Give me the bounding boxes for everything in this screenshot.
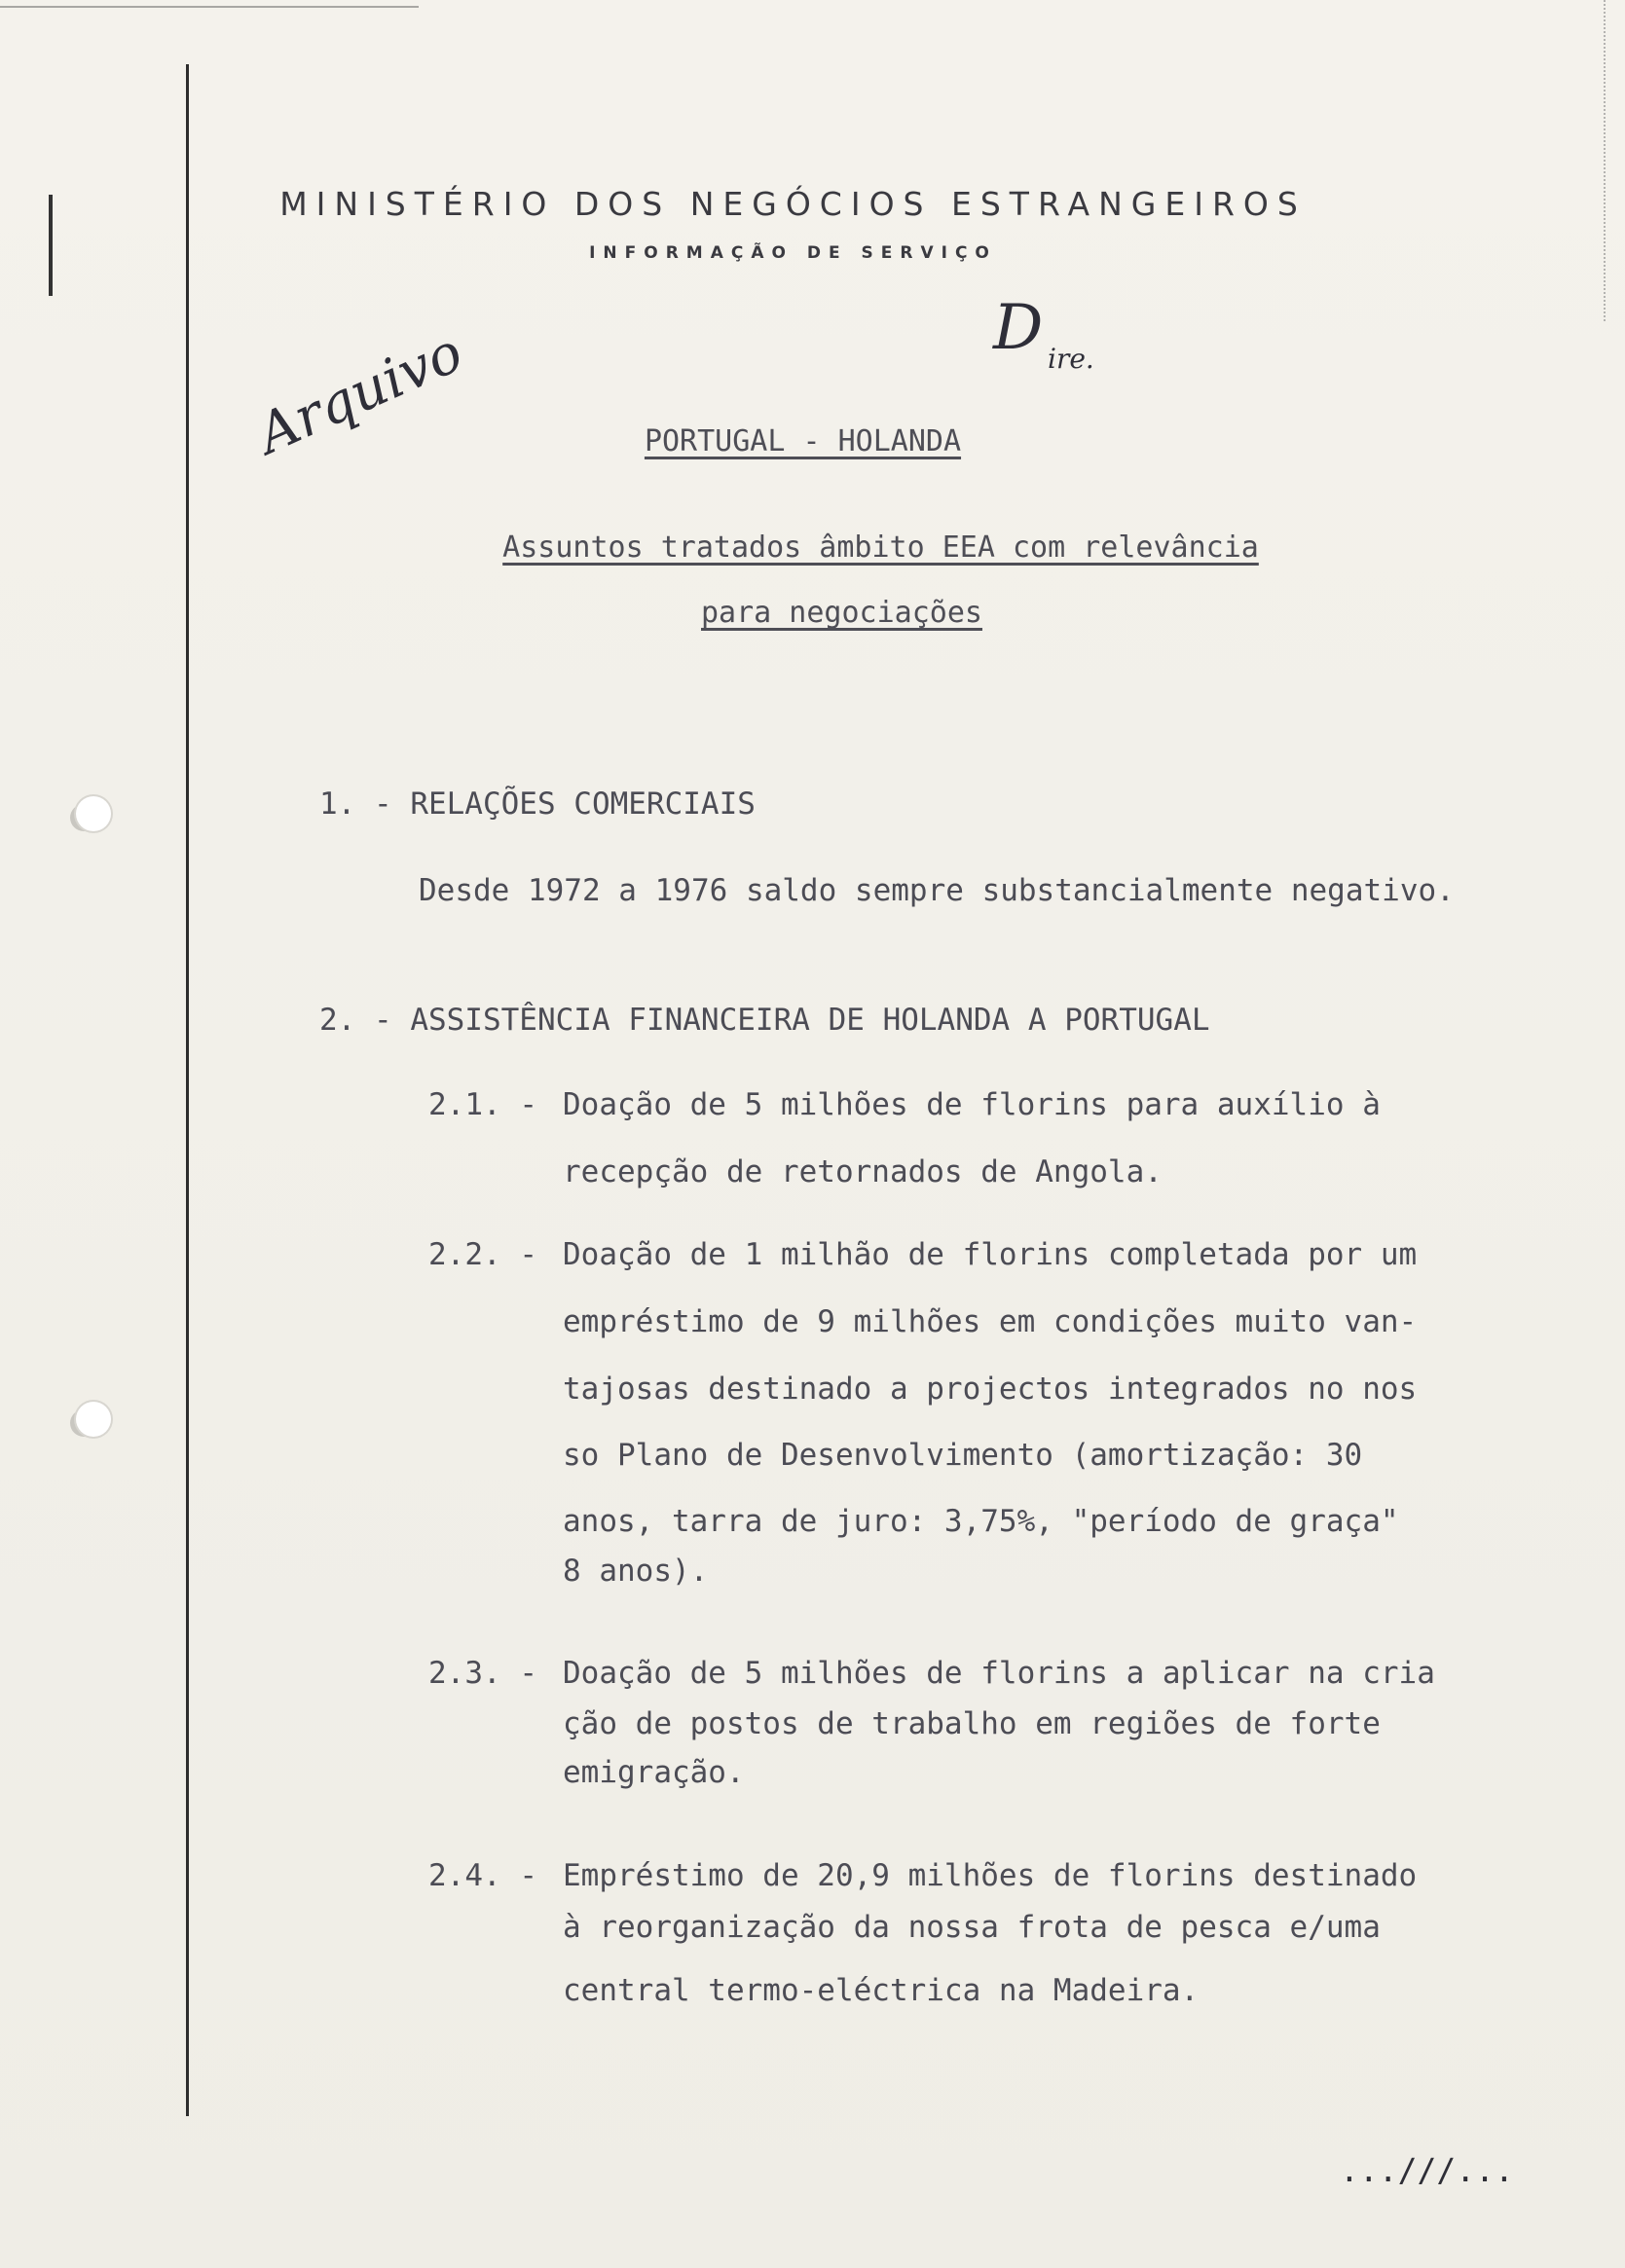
item-2-2-line-4: so Plano de Desenvolvimento (amortização: 30: [563, 1438, 1363, 1473]
document-title: PORTUGAL - HOLANDA: [644, 424, 962, 458]
item-2-4-line-3: central termo-eléctrica na Madeira.: [563, 1973, 1200, 2008]
ministry-heading: MINISTÉRIO DOS NEGÓCIOS ESTRANGEIROS: [279, 185, 1307, 223]
item-2-1-number: 2.1. -: [428, 1087, 537, 1122]
handwritten-direction-initial: D: [993, 292, 1044, 364]
section-2-heading: 2. - ASSISTÊNCIA FINANCEIRA DE HOLANDA A PORTUGAL: [319, 1003, 1210, 1038]
page-continuation-mark: ...///...: [1340, 2151, 1514, 2189]
item-2-3-line-3: emigração.: [563, 1755, 745, 1790]
dotted-right-edge: [1604, 0, 1606, 321]
item-2-2-line-3: tajosas destinado a projectos integrados no nos: [563, 1372, 1418, 1407]
item-2-3-line-2: ção de postos de trabalho em regiões de forte: [563, 1706, 1381, 1741]
punch-hole-top: [76, 796, 111, 831]
section-1-heading: 1. - RELAÇÕES COMERCIAIS: [319, 786, 756, 822]
item-2-4-line-1: Empréstimo de 20,9 milhões de florins destinado: [563, 1858, 1418, 1893]
document-subtitle-line1: Assuntos tratados âmbito EEA com relevância: [502, 530, 1259, 565]
handwritten-direction-note: ire.: [1048, 343, 1094, 375]
service-subheading: INFORMAÇÃO DE SERVIÇO: [589, 243, 997, 263]
item-2-1-line-2: recepção de retornados de Angola.: [563, 1154, 1163, 1189]
item-2-4-line-2: à reorganização da nossa frota de pesca e/uma: [563, 1910, 1381, 1945]
torn-top-edge: [0, 6, 419, 8]
punch-hole-bottom: [76, 1402, 111, 1437]
item-2-3-line-1: Doação de 5 milhões de florins a aplicar na cria: [563, 1656, 1435, 1691]
handwritten-circulation-note: Arquivo: [248, 320, 472, 467]
item-2-4-number: 2.4. -: [428, 1858, 537, 1893]
item-2-2-line-5: anos, tarra de juro: 3,75%, "período de graça": [563, 1504, 1399, 1539]
item-2-2-line-6: 8 anos).: [563, 1554, 709, 1589]
margin-rule-line: [186, 64, 189, 2116]
item-2-1-line-1: Doação de 5 milhões de florins para auxílio à: [563, 1087, 1381, 1122]
item-2-2-number: 2.2. -: [428, 1237, 537, 1272]
section-1-text: Desde 1972 a 1976 saldo sempre substancialmente negativo.: [419, 873, 1455, 908]
item-2-2-line-1: Doação de 1 milhão de florins completada por um: [563, 1237, 1418, 1272]
item-2-2-line-2: empréstimo de 9 milhões em condições muito van-: [563, 1304, 1418, 1339]
document-subtitle-line2: para negociações: [701, 596, 982, 630]
item-2-3-number: 2.3. -: [428, 1656, 537, 1691]
